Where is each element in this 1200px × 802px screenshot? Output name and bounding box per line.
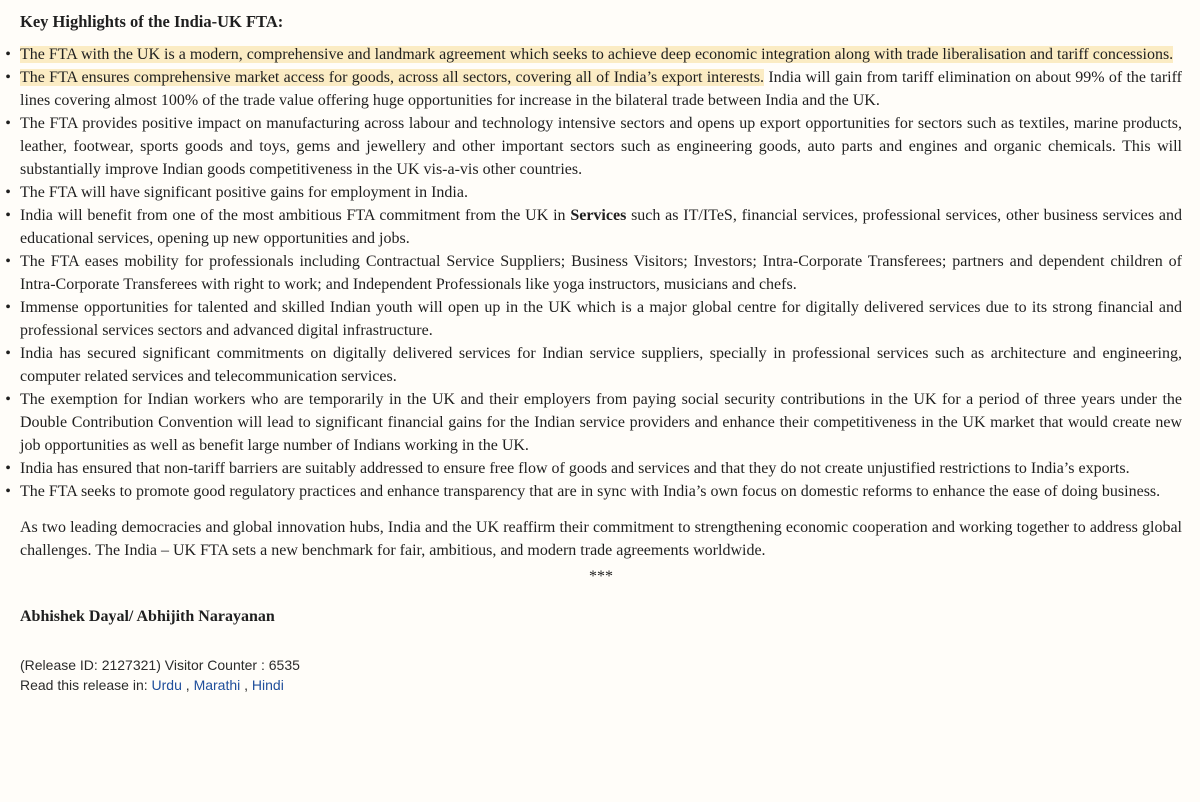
list-item-text: India has ensured that non-tariff barriers are suitably addressed to ensure free flow of goods and services and that they do not create unjustified restrictions to India’s exports. [20, 460, 1130, 477]
list-item-text: The FTA seeks to promote good regulatory practices and enhance transparency that are in sync with India’s own focus on domestic reforms to enhance the ease of doing business. [20, 483, 1161, 500]
language-link-hindi[interactable]: Hindi [251, 677, 284, 693]
language-link-marathi[interactable]: Marathi [193, 677, 241, 693]
list-item [5, 250, 1182, 296]
author-byline: Abhishek Dayal/ Abhijith Narayanan [20, 608, 275, 625]
bullet-icon: • [5, 184, 11, 201]
list-item [5, 112, 1182, 181]
bullet-icon: • [5, 483, 11, 500]
list-item [5, 342, 1182, 388]
list-item-text: India will gain from tariff elimination on about 99% of the tariff lines covering almost 100% of the trade value offering huge opportunities for increase in the bilateral trade between India and the UK. [20, 69, 1182, 109]
list-item [5, 66, 1182, 112]
list-item [5, 181, 1182, 204]
bullet-icon: • [5, 69, 11, 86]
link-separator: , [181, 677, 194, 693]
list-item [5, 457, 1182, 480]
list-item-text: The FTA provides positive impact on manufacturing across labour and technology intensive sectors and opens up export opportunities for sectors such as textiles, marine products, leather, footwear, sports goods and toys, gems and jewellery and other important sectors such as engineering goods, auto parts and engines and organic chemicals. This will substantially improve Indian goods competitiveness in the UK vis-a-vis other countries. [20, 115, 1182, 178]
list-item-text: Immense opportunities for talented and skilled Indian youth will open up in the UK which is a major global centre for digitally delivered services due to its strong financial and professional services sectors and advanced digital infrastructure. [20, 299, 1182, 339]
bullet-icon: • [5, 299, 11, 316]
highlighted-text: The FTA ensures comprehensive market access for goods, across all sectors, covering all of India’s export interests. [20, 69, 765, 86]
list-item [5, 388, 1182, 457]
link-separator: , [240, 677, 252, 693]
section-heading: Key Highlights of the India-UK FTA: [20, 12, 284, 31]
list-item-text: India will benefit from one of the most ambitious FTA commitment from the UK in [20, 207, 571, 224]
bullet-icon: • [5, 46, 11, 63]
section-separator: *** [589, 568, 613, 585]
highlights-list [5, 43, 1183, 503]
list-item [5, 43, 1182, 66]
language-link-urdu[interactable]: Urdu [151, 677, 182, 693]
release-info: (Release ID: 2127321) Visitor Counter : 6535 [20, 657, 300, 673]
list-item-text: The FTA eases mobility for professionals including Contractual Service Suppliers; Business Visitors; Investors; Intra-Corporate Transferees; partners and dependent children of Intra-Corporate Transferees with right to work; and Independent Professionals like yoga instructors, musicians and chefs. [20, 253, 1182, 293]
read-in-label: Read this release in: [20, 677, 152, 693]
list-item [5, 480, 1182, 503]
closing-paragraph: As two leading democracies and global innovation hubs, India and the UK reaffirm their commitment to strengthening economic cooperation and working together to address global challenges. The India – UK FTA sets a new benchmark for fair, ambitious, and modern trade agreements worldwide. [20, 519, 1182, 559]
bullet-icon: • [5, 253, 11, 270]
bullet-icon: • [5, 207, 11, 224]
bullet-icon: • [5, 115, 11, 132]
bullet-icon: • [5, 345, 11, 362]
list-item-text: India has secured significant commitments on digitally delivered services for Indian service suppliers, specially in professional services such as architecture and engineering, computer related services and telecommunication services. [20, 345, 1182, 385]
bullet-icon: • [5, 460, 11, 477]
language-links [20, 675, 1182, 695]
bold-term: Services [570, 207, 627, 224]
list-item [5, 296, 1182, 342]
bullet-icon: • [5, 391, 11, 408]
list-item [5, 204, 1183, 250]
list-item-text: The FTA will have significant positive gains for employment in India. [20, 184, 468, 201]
list-item-text: such as IT/ITeS, financial services, professional services, other business services and educational services, opening up new opportunities and jobs. [20, 207, 1183, 247]
highlighted-text: The FTA with the UK is a modern, comprehensive and landmark agreement which seeks to achieve deep economic integration along with trade liberalisation and tariff concessions. [20, 46, 1174, 63]
list-item-text: The exemption for Indian workers who are temporarily in the UK and their employers from paying social security contributions in the UK for a period of three years under the Double Contribution Convention will lead to significant financial gains for the Indian service providers and enhance their competitiveness in the UK market that would create new job opportunities as well as benefit large number of Indians working in the UK. [20, 391, 1182, 454]
